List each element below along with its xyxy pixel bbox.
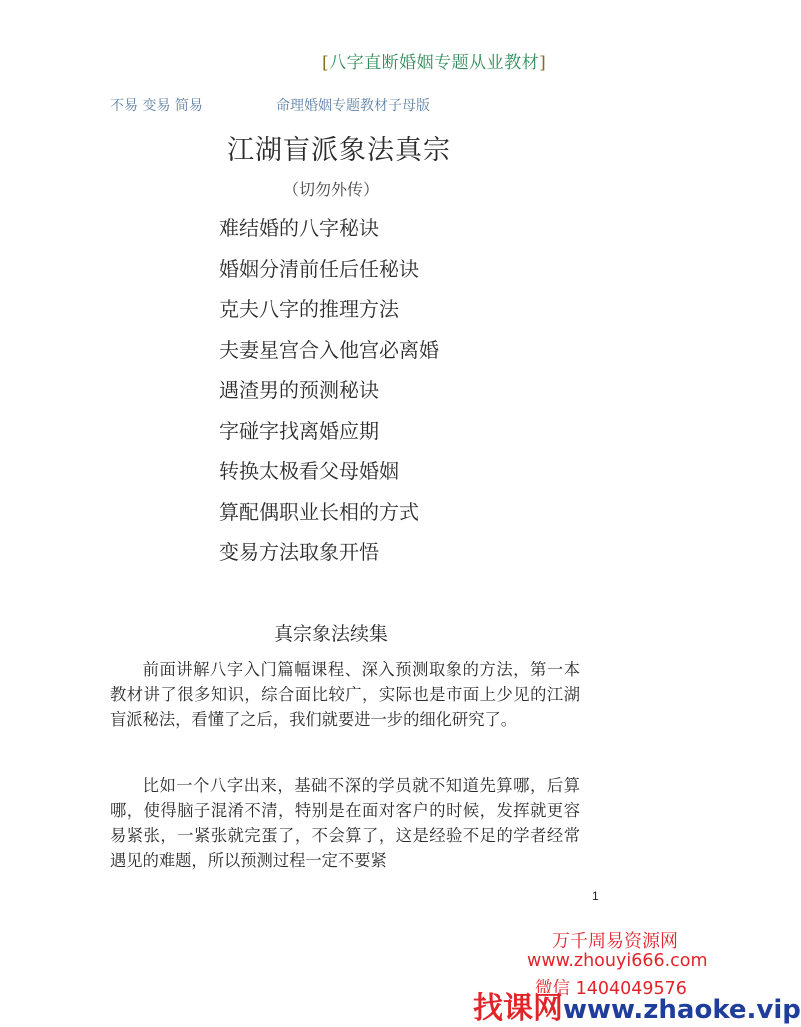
- topic-item: 字碰字找离婚应期: [219, 418, 379, 443]
- watermark-logo-site: www.zhaoke.vip: [563, 995, 801, 1025]
- page-title: 江湖盲派象法真宗: [227, 135, 451, 166]
- watermark-wechat: 微信 1404049576: [535, 979, 687, 999]
- watermark-url: www.zhouyi666.com: [527, 951, 708, 971]
- topic-item: 转换太极看父母婚姻: [219, 459, 399, 483]
- header-tag: [322, 48, 546, 73]
- watermark-line: 万千周易资源网: [552, 931, 678, 952]
- page-subtitle: （切勿外传）: [283, 180, 380, 199]
- watermark-logo: [473, 983, 801, 1027]
- body-paragraph: 前面讲解八字入门篇幅课程、深入预测取象的方法，第一本教材讲了很多知识，综合面比较广，实际也是市面上少见的江湖盲派秘法，看懂了之后，我们就要进一步的细化研究了。: [110, 660, 580, 729]
- bracket-close: ]: [539, 53, 547, 73]
- topic-item: 婚姻分清前任后任秘诀: [219, 256, 419, 281]
- topic-item: 变易方法取象开悟: [219, 540, 379, 564]
- topic-item: 克夫八字的推理方法: [219, 297, 399, 321]
- section-title: 真宗象法续集: [274, 623, 389, 645]
- header-tag-text: 八字直断婚姻专题从业教材: [329, 53, 540, 73]
- topic-item: 算配偶职业长相的方式: [219, 499, 419, 524]
- subheader-right-note: 命理婚姻专题教材子母版: [276, 98, 430, 114]
- bracket-open: [: [322, 53, 330, 73]
- watermark-logo-text: 找课网: [473, 991, 563, 1026]
- subheader-left-note: 不易 变易 简易: [110, 98, 203, 114]
- topic-item: 夫妻星宫合入他宫必离婚: [219, 337, 439, 362]
- body-paragraph: 比如一个八字出来，基础不深的学员就不知道先算哪，后算哪，使得脑子混淆不清，特别是在面对客户的时候，发挥就更容易紧张，一紧张就完蛋了，不会算了，这是经验不足的学者经常遇见的难题，所以预测过程一定不要紧: [110, 776, 580, 870]
- topic-item: 遇渣男的预测秘诀: [219, 378, 379, 402]
- topic-item: 难结婚的八字秘诀: [219, 216, 379, 240]
- page-number: 1: [592, 889, 599, 903]
- topic-list: [219, 213, 439, 578]
